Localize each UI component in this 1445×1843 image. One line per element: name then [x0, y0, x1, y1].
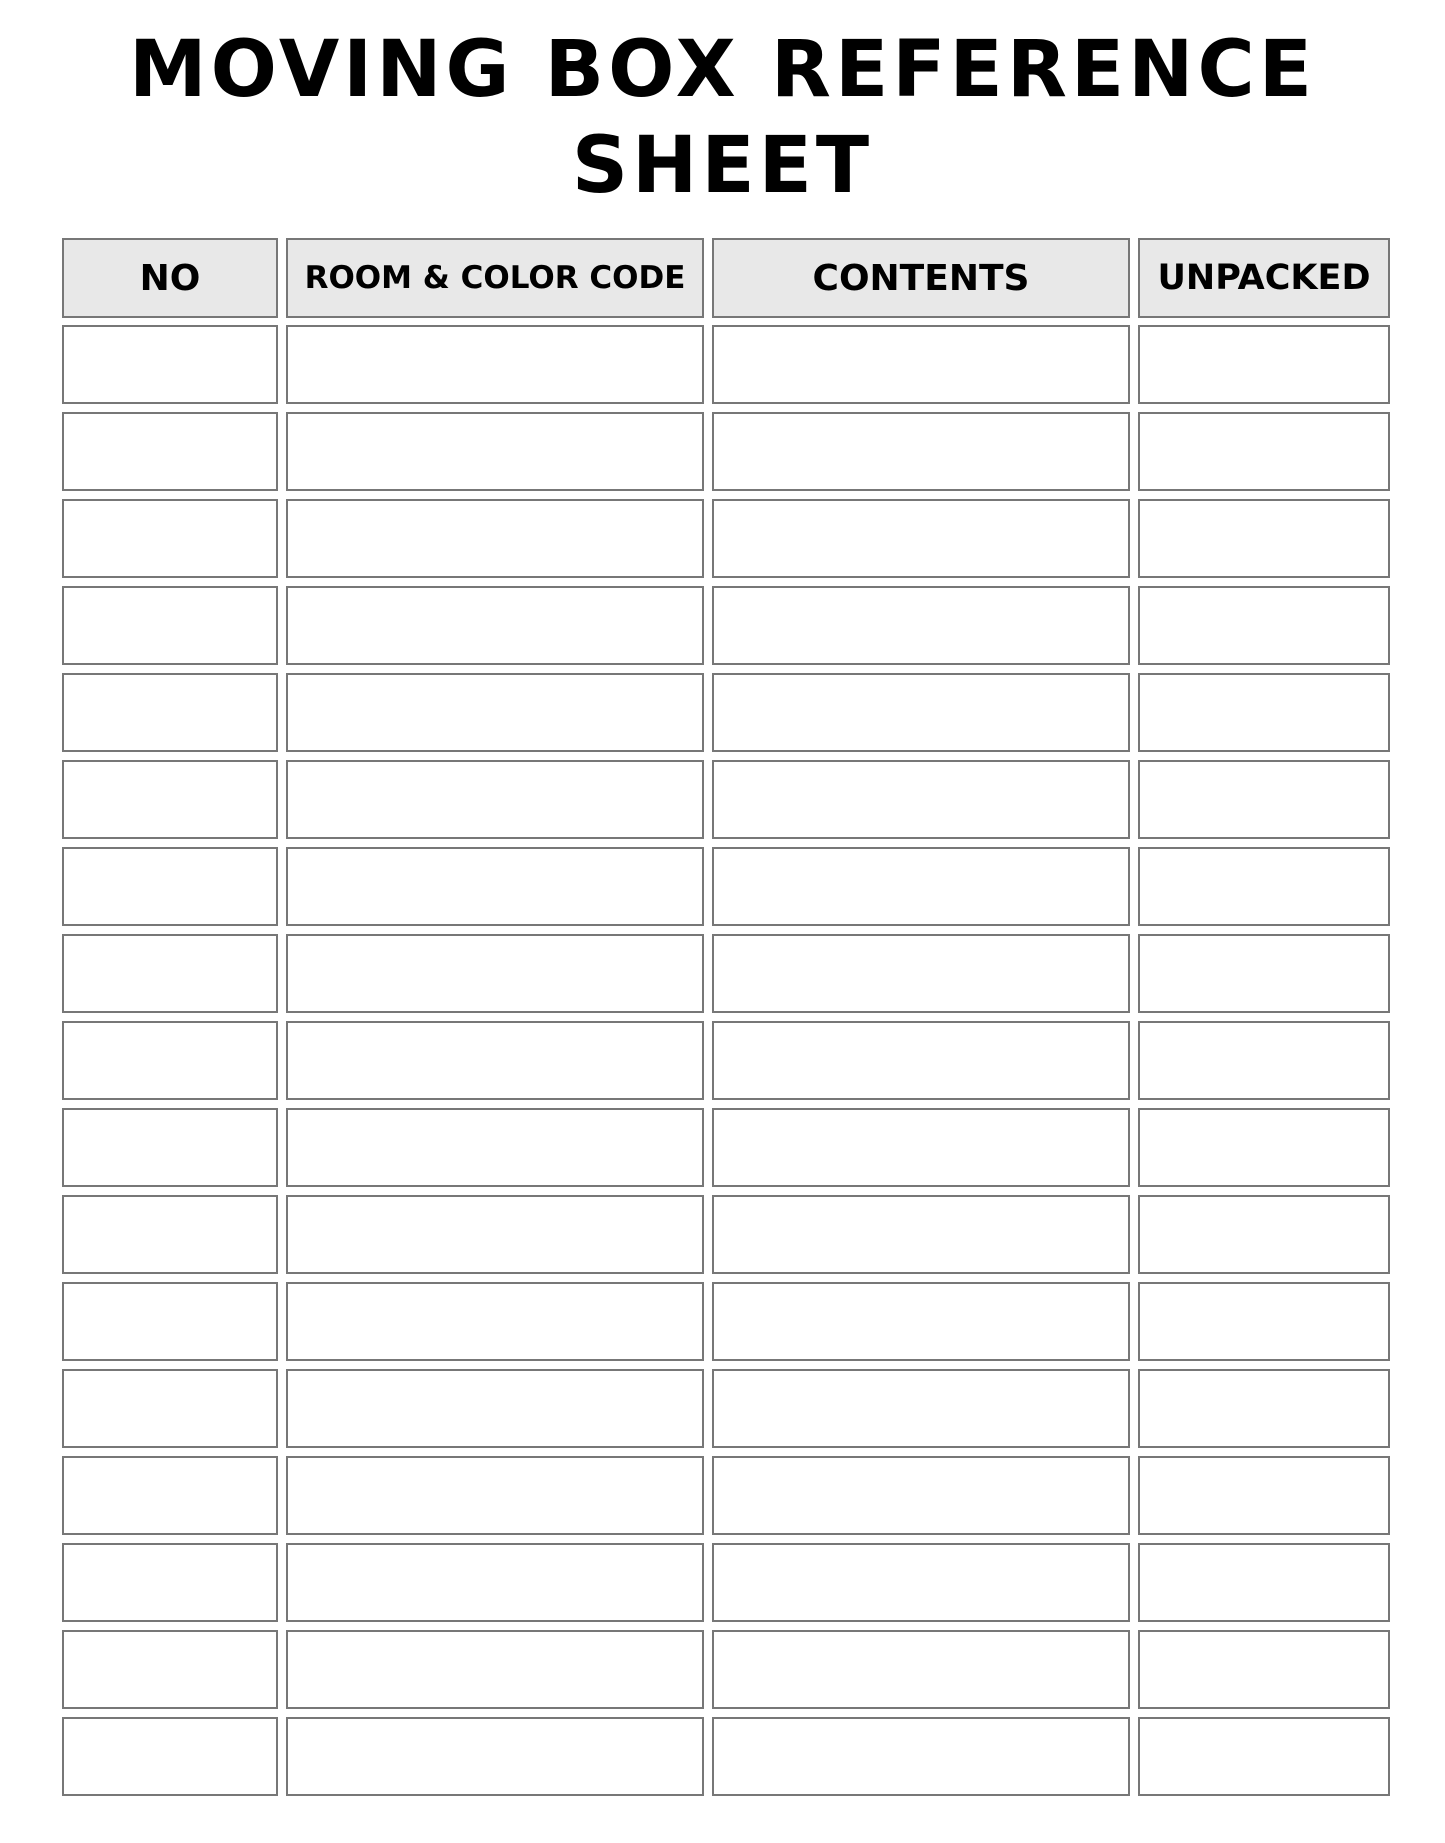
- table-cell-room-color-code[interactable]: [286, 673, 704, 752]
- table-cell-no[interactable]: [62, 1369, 278, 1448]
- table-cell-unpacked[interactable]: [1138, 1369, 1390, 1448]
- table-cell-room-color-code[interactable]: [286, 1195, 704, 1274]
- table-cell-no[interactable]: [62, 586, 278, 665]
- table-cell-contents[interactable]: [712, 1369, 1130, 1448]
- table-cell-unpacked[interactable]: [1138, 1456, 1390, 1535]
- table-cell-no[interactable]: [62, 1630, 278, 1709]
- table-cell-no[interactable]: [62, 1108, 278, 1187]
- table-cell-room-color-code[interactable]: [286, 1282, 704, 1361]
- table-cell-room-color-code[interactable]: [286, 934, 704, 1013]
- table-cell-contents[interactable]: [712, 1021, 1130, 1100]
- column-header-room-color-code: ROOM & COLOR CODE: [286, 238, 704, 318]
- table-cell-unpacked[interactable]: [1138, 1543, 1390, 1622]
- column-header-unpacked: UNPACKED: [1138, 238, 1390, 318]
- table-cell-no[interactable]: [62, 325, 278, 404]
- table-cell-room-color-code[interactable]: [286, 1021, 704, 1100]
- table-cell-unpacked[interactable]: [1138, 325, 1390, 404]
- table-cell-unpacked[interactable]: [1138, 1717, 1390, 1796]
- table-cell-no[interactable]: [62, 673, 278, 752]
- table-cell-contents[interactable]: [712, 499, 1130, 578]
- table-cell-contents[interactable]: [712, 1108, 1130, 1187]
- table-cell-unpacked[interactable]: [1138, 499, 1390, 578]
- table-cell-room-color-code[interactable]: [286, 1369, 704, 1448]
- table-cell-no[interactable]: [62, 1456, 278, 1535]
- table-cell-contents[interactable]: [712, 1282, 1130, 1361]
- table-cell-room-color-code[interactable]: [286, 586, 704, 665]
- table-cell-contents[interactable]: [712, 1717, 1130, 1796]
- table-cell-contents[interactable]: [712, 1543, 1130, 1622]
- table-cell-no[interactable]: [62, 934, 278, 1013]
- table-cell-contents[interactable]: [712, 325, 1130, 404]
- table-cell-no[interactable]: [62, 847, 278, 926]
- table-cell-room-color-code[interactable]: [286, 499, 704, 578]
- table-cell-room-color-code[interactable]: [286, 847, 704, 926]
- table-cell-no[interactable]: [62, 499, 278, 578]
- table-cell-no[interactable]: [62, 760, 278, 839]
- column-header-no: NO: [62, 238, 278, 318]
- table-cell-unpacked[interactable]: [1138, 934, 1390, 1013]
- table-cell-unpacked[interactable]: [1138, 1282, 1390, 1361]
- table-cell-contents[interactable]: [712, 1456, 1130, 1535]
- table-cell-unpacked[interactable]: [1138, 1021, 1390, 1100]
- table-cell-unpacked[interactable]: [1138, 412, 1390, 491]
- table-cell-room-color-code[interactable]: [286, 325, 704, 404]
- table-cell-unpacked[interactable]: [1138, 1195, 1390, 1274]
- table-cell-room-color-code[interactable]: [286, 760, 704, 839]
- table-cell-contents[interactable]: [712, 673, 1130, 752]
- table-cell-no[interactable]: [62, 1717, 278, 1796]
- table-cell-contents[interactable]: [712, 760, 1130, 839]
- table-cell-room-color-code[interactable]: [286, 1717, 704, 1796]
- table-cell-no[interactable]: [62, 1543, 278, 1622]
- table-cell-contents[interactable]: [712, 1195, 1130, 1274]
- table-cell-no[interactable]: [62, 1021, 278, 1100]
- table-cell-room-color-code[interactable]: [286, 1108, 704, 1187]
- table-cell-room-color-code[interactable]: [286, 1543, 704, 1622]
- table-cell-unpacked[interactable]: [1138, 1630, 1390, 1709]
- table-cell-room-color-code[interactable]: [286, 1456, 704, 1535]
- table-cell-unpacked[interactable]: [1138, 673, 1390, 752]
- table-cell-contents[interactable]: [712, 934, 1130, 1013]
- table-cell-no[interactable]: [62, 412, 278, 491]
- table-cell-contents[interactable]: [712, 412, 1130, 491]
- table-cell-contents[interactable]: [712, 847, 1130, 926]
- table-cell-unpacked[interactable]: [1138, 760, 1390, 839]
- table-cell-no[interactable]: [62, 1282, 278, 1361]
- table-cell-unpacked[interactable]: [1138, 1108, 1390, 1187]
- table-cell-unpacked[interactable]: [1138, 847, 1390, 926]
- table-cell-room-color-code[interactable]: [286, 1630, 704, 1709]
- table-cell-contents[interactable]: [712, 586, 1130, 665]
- table-cell-room-color-code[interactable]: [286, 412, 704, 491]
- page-title-line-1: MOVING BOX REFERENCE: [128, 25, 1316, 115]
- page-title-line-2: SHEET: [571, 121, 874, 211]
- column-header-contents: CONTENTS: [712, 238, 1130, 318]
- table-cell-no[interactable]: [62, 1195, 278, 1274]
- table-cell-unpacked[interactable]: [1138, 586, 1390, 665]
- table-cell-contents[interactable]: [712, 1630, 1130, 1709]
